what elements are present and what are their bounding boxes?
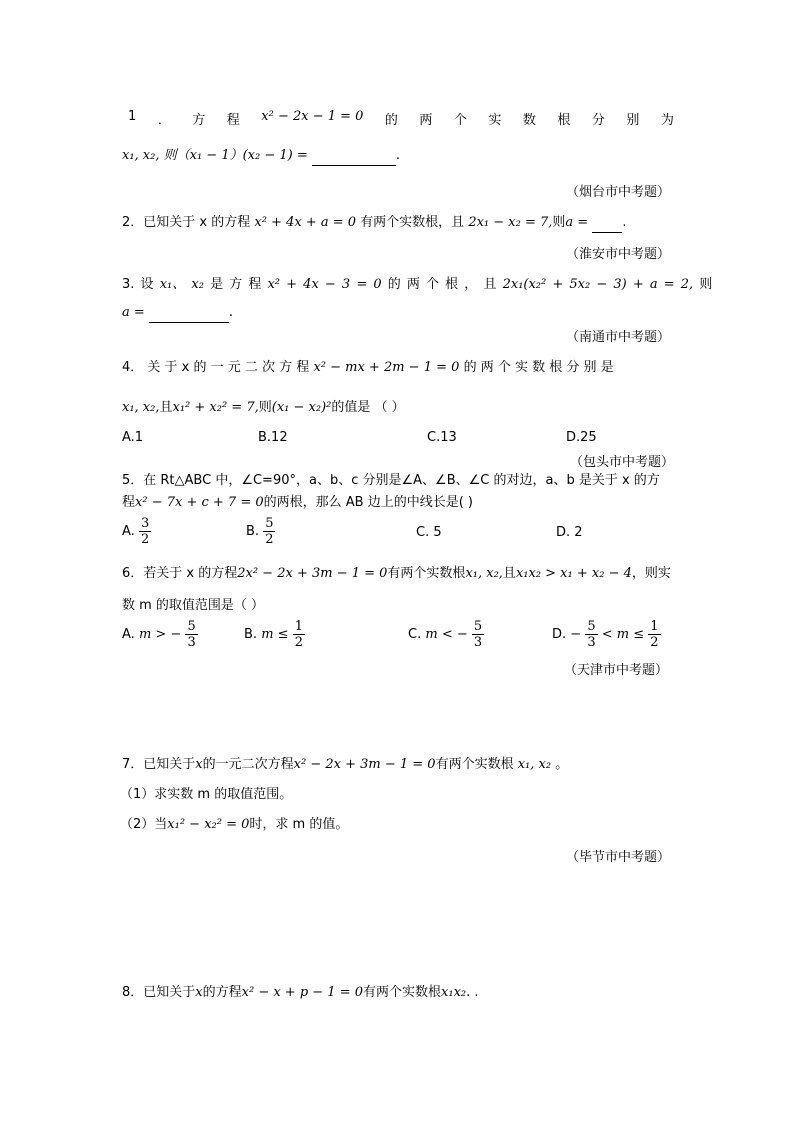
q1-source: （烟台市中考题）: [565, 185, 670, 200]
q3-source: （南通市中考题）: [565, 330, 670, 345]
fraction: $\frac{5}{2}$: [265, 516, 274, 547]
fraction: $\frac{5}{3}$: [473, 619, 483, 650]
q1-equation: x² − 2x − 1 = 0: [261, 109, 364, 124]
q4-option-c[interactable]: C.13: [427, 430, 457, 445]
q5-line2: 程x² − 7x + c + 7 = 0的两根，那么 AB 边上的中线长是( ): [122, 495, 473, 510]
answer-blank[interactable]: [312, 147, 396, 166]
q4-option-a[interactable]: A.1: [122, 430, 144, 445]
q5-option-a[interactable]: A. $\frac{3}{2}$: [122, 516, 150, 547]
q6-option-d[interactable]: D. − $\frac{5}{3}$ < m ≤ $\frac{1}{2}$: [552, 619, 659, 650]
q4-line2: x₁, x₂,且x₁² + x₂² = 7,则(x₁ − x₂)²的值是 （ ）: [122, 400, 405, 415]
fraction: $\frac{5}{3}$: [187, 619, 196, 650]
q6-line1: 6．若关于 x 的方程2x² − 2x + 3m − 1 = 0有两个实数根x₁, x₂,且x₁x₂ > x₁ + x₂ − 4，则实: [122, 566, 671, 581]
q3-line1: 3. 设 x₁、 x₂ 是 方 程 x² + 4x − 3 = 0 的 两 个 根 ， 且 2x₁(x₂² + 5x₂ − 3) + a = 2, 则: [122, 277, 713, 292]
fraction: $\frac{3}{2}$: [140, 516, 150, 547]
q6-option-b[interactable]: B. m ≤ $\frac{1}{2}$: [244, 619, 303, 650]
answer-blank[interactable]: [592, 214, 622, 233]
answer-blank[interactable]: [149, 304, 229, 323]
q4-option-b[interactable]: B.12: [258, 430, 288, 445]
q4-line1: 4． 关 于 x 的 一 元 二 次 方 程 x² − mx + 2m − 1 = 0 的 两 个 实 数 根 分 别 是: [122, 360, 614, 375]
q5-option-d[interactable]: D. 2: [556, 525, 583, 540]
q5-line1: 5．在 Rt△ABC 中，∠C=90°，a、b、c 分别是∠A、∠B、∠C 的对边，a、b 是关于 x 的方: [122, 473, 660, 488]
q5-option-b[interactable]: B. $\frac{5}{2}$: [246, 516, 274, 547]
q6-line2: 数 m 的取值范围是（ ）: [122, 598, 265, 613]
q2-source: （淮安市中考题）: [565, 247, 670, 262]
q7-line1: 7．已知关于x的一元二次方程x² − 2x + 3m − 1 = 0有两个实数根 x₁, x₂ 。: [122, 757, 569, 772]
fraction: $\frac{5}{3}$: [587, 619, 596, 650]
q1-number: 1: [128, 109, 137, 124]
q7-part1: （1）求实数 m 的取值范围。: [120, 787, 293, 802]
q6-source: （天津市中考题）: [563, 663, 668, 678]
fraction: $\frac{1}{2}$: [294, 619, 303, 650]
q1-line1: 1 ． 方 程 x² − 2x − 1 = 0 的 两 个 实 数 根 分 别 为: [128, 109, 674, 128]
q2-line1: 2．已知关于 x 的方程 x² + 4x + a = 0 有两个实数根，且 2x₁ − x₂ = 7,则a = .: [122, 214, 626, 233]
q8-line1: 8．已知关于x的方程x² − x + p − 1 = 0有两个实数根x₁x₂. .: [122, 985, 479, 1000]
q4-source: （包头市中考题）: [569, 455, 674, 470]
q1-line2: x₁, x₂, 则（x₁ − 1）(x₂ − 1) = .: [122, 147, 400, 166]
q4-option-d[interactable]: D.25: [566, 430, 597, 445]
q6-option-c[interactable]: C. m < − $\frac{5}{3}$: [408, 619, 483, 650]
q7-source: （毕节市中考题）: [565, 850, 670, 865]
q3-line2: a = .: [122, 304, 233, 323]
q6-option-a[interactable]: A. m > − $\frac{5}{3}$: [122, 619, 196, 650]
q5-option-c[interactable]: C. 5: [416, 525, 442, 540]
fraction: $\frac{1}{2}$: [650, 619, 659, 650]
q7-part2: （2）当x₁² − x₂² = 0时，求 m 的值。: [120, 817, 349, 832]
